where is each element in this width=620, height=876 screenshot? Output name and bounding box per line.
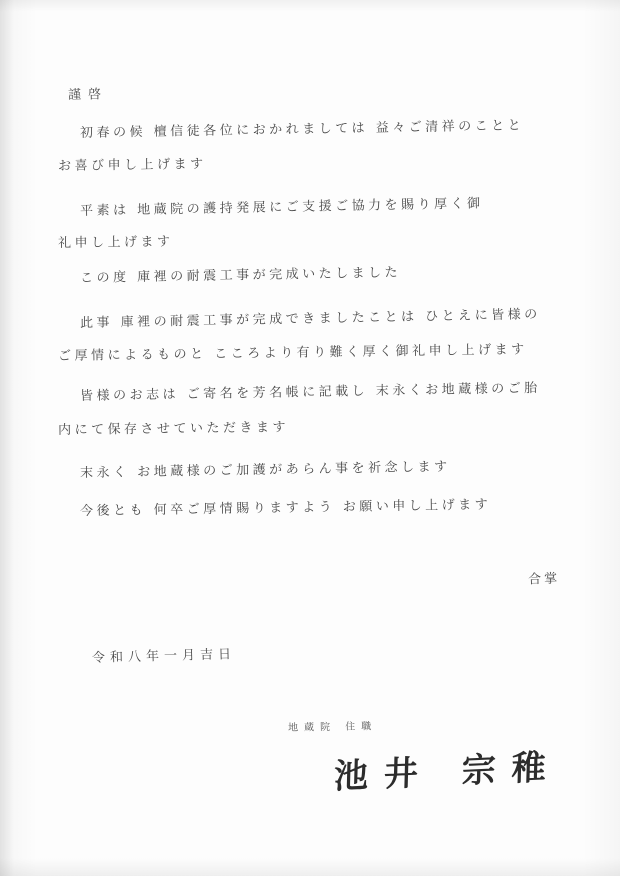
letter-line: 末永く お地蔵様のご加護があらん事を祈念します	[79, 459, 451, 481]
letter-line: 今後とも 何卒ご厚情賜りますよう お願い申し上げます	[79, 497, 492, 519]
letter-date: 令和八年一月吉日	[91, 647, 237, 666]
letter-line: この度 庫裡の耐震工事が完成いたしました	[79, 265, 402, 286]
letter-closing: 合掌	[527, 571, 561, 588]
signature-organization: 地蔵院 住職	[287, 721, 378, 734]
letter-line: 此事 庫裡の耐震工事が完成できましたことは ひとえに皆様の	[79, 307, 541, 331]
letter-line: 礼申し上げます	[57, 234, 174, 251]
letter-line: 平素は 地蔵院の護持発展にご支援ご協力を賜り厚く御	[79, 196, 484, 219]
letter-line: お喜び申し上げます	[57, 156, 207, 174]
letter-line: ご厚情によるものと こころより有り難く厚く御礼申し上げます	[57, 342, 528, 364]
signature-name: 池井 宗稚	[333, 746, 563, 798]
signature-block	[288, 718, 568, 808]
letter-line: 皆様のお志は ご寄名を芳名帳に記載し 末永くお地蔵様のご胎	[79, 380, 541, 404]
letter-line: 初春の候 檀信徒各位におかれましては 益々ご清祥のことと	[79, 118, 525, 141]
letter-salutation: 謹啓	[67, 87, 109, 103]
letter-line: 内にて保存させていただきます	[57, 420, 290, 438]
